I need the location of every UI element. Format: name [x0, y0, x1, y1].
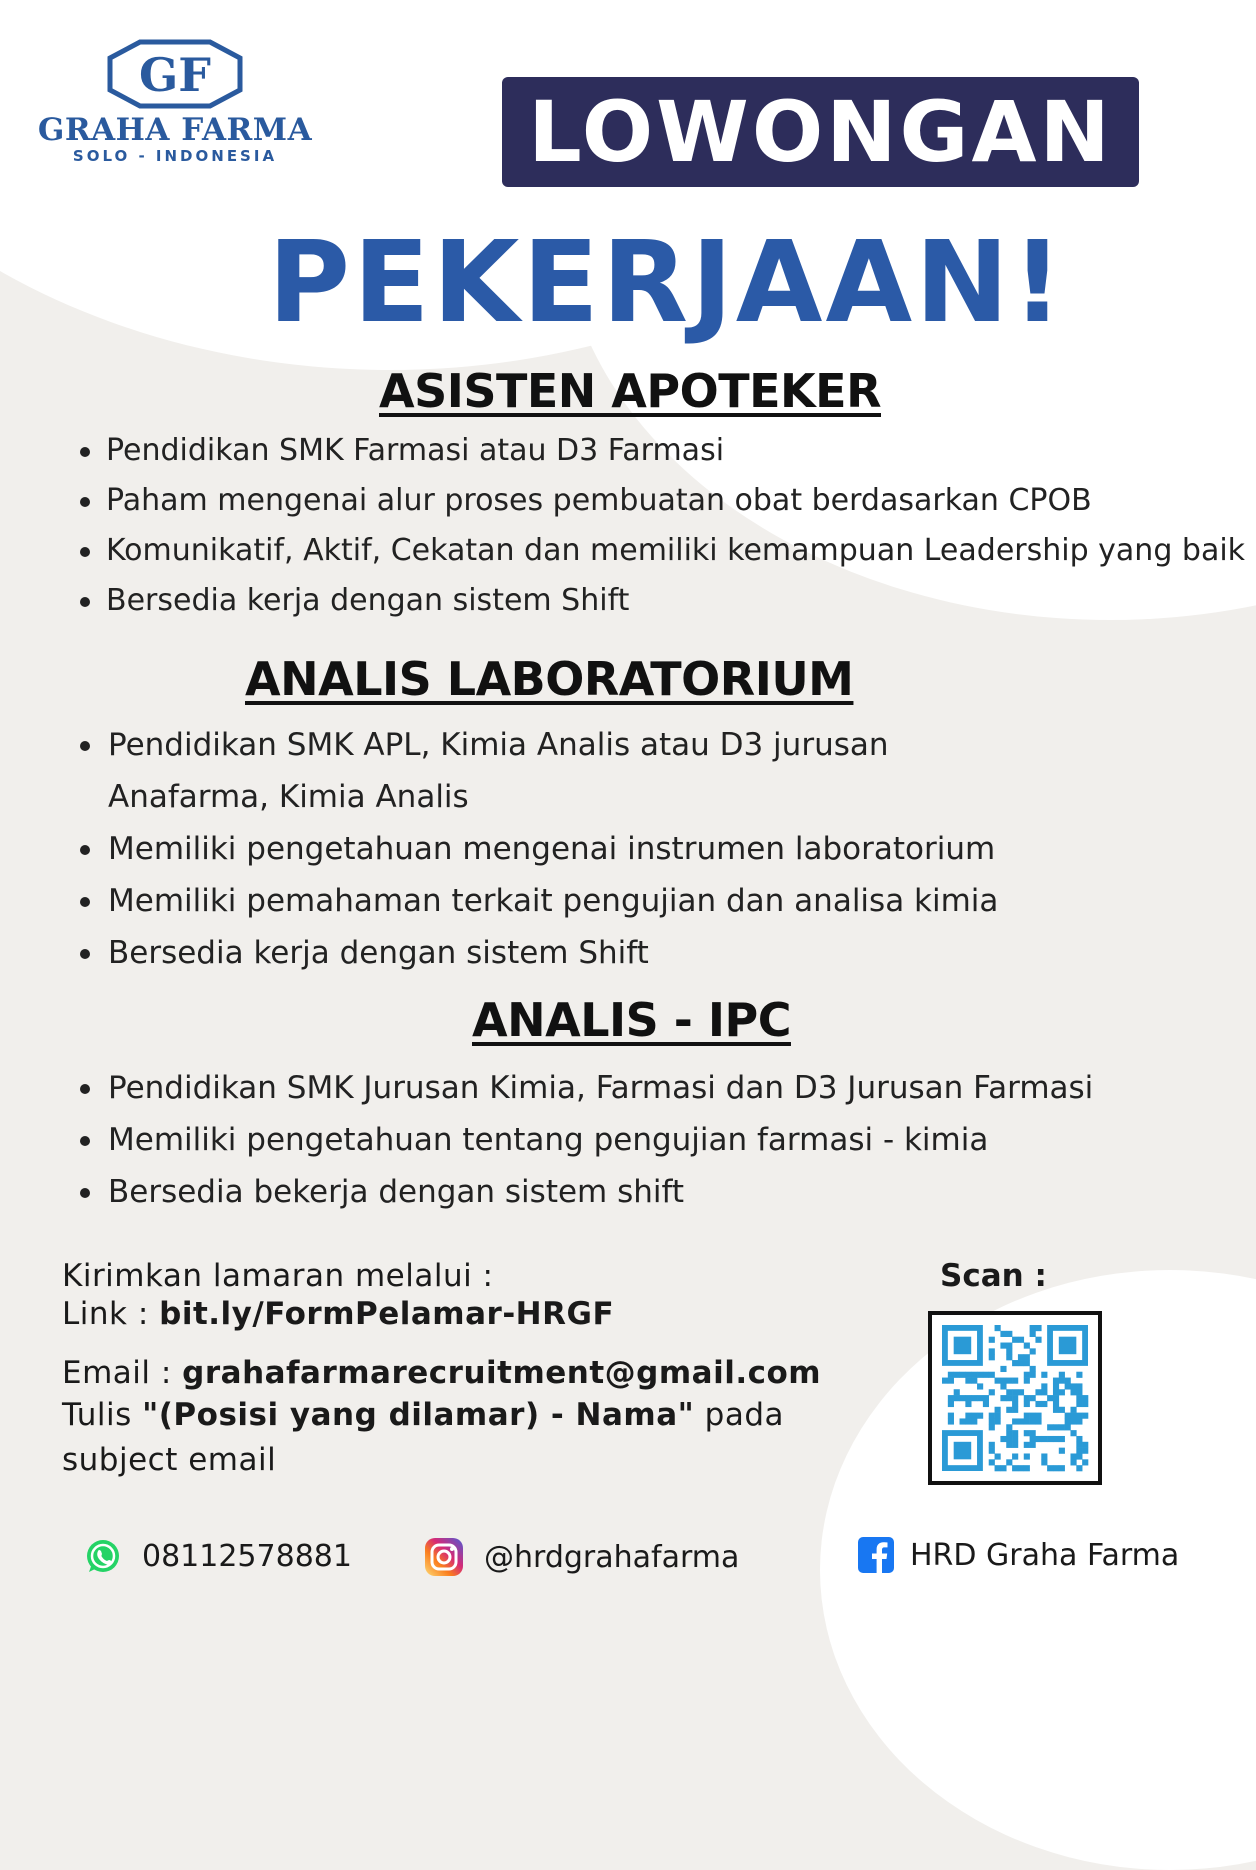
list-item: Memiliki pemahaman terkait pengujian dan analisa kimia [78, 875, 1058, 927]
section-title-asisten-apoteker: ASISTEN APOTEKER [379, 364, 881, 418]
apply-note-suffix: pada [694, 1397, 784, 1433]
footer-whatsapp[interactable] [84, 1537, 352, 1575]
section-title-analis-ipc: ANALIS - IPC [472, 993, 791, 1047]
list-item: Pendidikan SMK APL, Kimia Analis atau D3 jurusan Anafarma, Kimia Analis [78, 719, 1058, 823]
apply-note-prefix: Tulis [62, 1397, 143, 1433]
apply-link-label: Link : [62, 1296, 160, 1332]
section-title-analis-laboratorium: ANALIS LABORATORIUM [245, 652, 854, 706]
list-item: Memiliki pengetahuan tentang pengujian farmasi - kimia [78, 1114, 1093, 1166]
apply-email-label: Email : [62, 1355, 183, 1391]
footer-facebook[interactable] [858, 1537, 1179, 1573]
list-item: Pendidikan SMK Farmasi atau D3 Farmasi [78, 426, 1245, 476]
list-item: Paham mengenai alur proses pembuatan obat berdasarkan CPOB [78, 476, 1245, 526]
svg-text:GF: GF [139, 48, 211, 102]
whatsapp-icon [84, 1537, 122, 1575]
apply-note-line2: subject email [62, 1442, 277, 1478]
scan-label: Scan : [940, 1258, 1047, 1294]
facebook-page: HRD Graha Farma [910, 1537, 1180, 1573]
apply-email[interactable]: grahafarmarecruitment@gmail.com [182, 1355, 822, 1391]
requirements-list-asisten-apoteker [78, 426, 1245, 626]
gf-monogram-icon [106, 38, 244, 110]
instagram-handle: @hrdgrahafarma [484, 1539, 740, 1575]
company-logo [30, 38, 320, 165]
apply-link[interactable]: bit.ly/FormPelamar-HRGF [159, 1296, 615, 1332]
apply-email-row [62, 1355, 821, 1391]
facebook-icon [858, 1537, 894, 1573]
list-item: Bersedia kerja dengan sistem Shift [78, 576, 1245, 626]
headline-banner [502, 77, 1139, 187]
requirements-list-analis-ipc [78, 1062, 1093, 1218]
headline-banner-text: LOWONGAN [528, 83, 1113, 181]
list-item: Komunikatif, Aktif, Cekatan dan memiliki kemampuan Leadership yang baik [78, 526, 1245, 576]
footer-instagram[interactable] [424, 1537, 739, 1577]
apply-link-row [62, 1296, 614, 1332]
list-item: Memiliki pengetahuan mengenai instrumen laboratorium [78, 823, 1058, 875]
list-item: Bersedia kerja dengan sistem Shift [78, 927, 1058, 979]
apply-note [62, 1397, 784, 1433]
whatsapp-number: 08112578881 [142, 1538, 352, 1574]
requirements-list-analis-laboratorium [78, 719, 1058, 979]
headline-title: PEKERJAAN! [268, 218, 1066, 348]
instagram-icon [424, 1537, 464, 1577]
list-item: Pendidikan SMK Jurusan Kimia, Farmasi dan D3 Jurusan Farmasi [78, 1062, 1093, 1114]
qr-code-icon[interactable] [928, 1311, 1102, 1485]
company-location: SOLO - INDONESIA [72, 147, 278, 165]
company-name: GRAHA FARMA [37, 112, 313, 148]
apply-note-format: "(Posisi yang dilamar) - Nama" [142, 1397, 695, 1433]
list-item: Bersedia bekerja dengan sistem shift [78, 1166, 1093, 1218]
apply-intro: Kirimkan lamaran melalui : [62, 1258, 494, 1294]
